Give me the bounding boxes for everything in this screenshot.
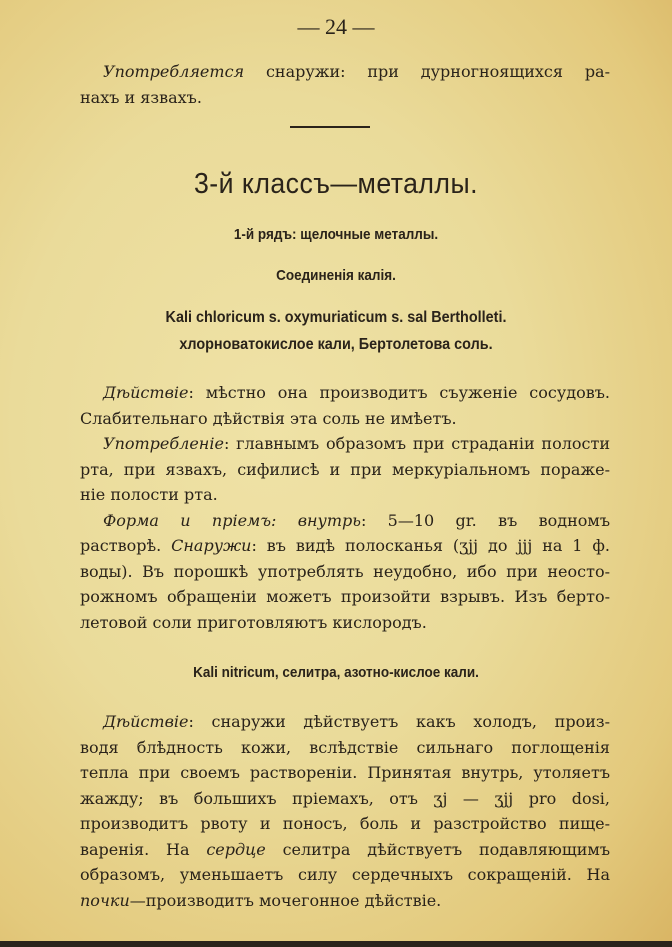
text-segment: селитра дѣйствуетъ подавляющимъ bbox=[265, 839, 610, 859]
text-segment: нахъ и язвахъ. bbox=[80, 87, 202, 107]
text-line bbox=[80, 837, 610, 863]
text-line bbox=[80, 786, 610, 812]
section-divider bbox=[290, 126, 370, 128]
text-segment: : мѣстно она производитъ съуженіе сосудовъ. bbox=[188, 383, 610, 402]
text-segment: рожномъ обращеніи можетъ произойти взрывъ. Изъ берто- bbox=[80, 587, 610, 606]
text-segment: варенія. На bbox=[80, 839, 207, 859]
text-line bbox=[80, 457, 610, 483]
italic-term: почки bbox=[80, 890, 130, 910]
drug2-description bbox=[80, 709, 610, 913]
text-line bbox=[80, 59, 610, 85]
drug2-title: Kali nitricum, селитра, азотно-кислое кали. bbox=[193, 664, 479, 681]
text-line bbox=[80, 811, 610, 837]
text-line bbox=[80, 85, 610, 111]
text-segment: : главнымъ образомъ при страданіи полости bbox=[223, 434, 610, 453]
italic-term: Форма и пріемъ: внутрь bbox=[103, 510, 361, 530]
text-segment: : 5—10 gr. въ водномъ bbox=[360, 510, 611, 530]
text-line bbox=[80, 709, 610, 735]
italic-term: сердце bbox=[206, 839, 266, 859]
drug1-latin-name: Kali chloricum s. oxymuriaticum s. sal Bertholleti. bbox=[165, 309, 507, 326]
text-segment: : въ видѣ полосканья (ʒjj до jjj на 1 ф. bbox=[251, 536, 611, 555]
text-line bbox=[80, 888, 610, 914]
text-line bbox=[80, 482, 610, 508]
text-segment: —производитъ мочегонное дѣйствіе. bbox=[129, 890, 442, 910]
italic-term: Употребляется bbox=[103, 62, 245, 81]
intro-paragraph bbox=[80, 59, 610, 110]
text-line bbox=[80, 735, 610, 761]
text-segment: рта, при язвахъ, сифилисѣ и при меркуріальномъ пораже- bbox=[80, 459, 610, 479]
text-line bbox=[80, 406, 610, 432]
text-segment: тепла при своемъ раствореніи. Принятая внутрь, утоляетъ bbox=[80, 763, 610, 782]
text-line bbox=[80, 610, 610, 636]
text-segment: воды). Въ порошкѣ употреблять неудобно, ибо при неосто- bbox=[80, 561, 610, 581]
page-bottom-edge bbox=[0, 941, 672, 947]
class-title: 3-й классъ—металлы. bbox=[194, 168, 478, 200]
text-segment: жажду; въ большихъ пріемахъ, отъ ʒj — ʒjj pro dosi, bbox=[80, 788, 610, 808]
italic-term: Дѣйствіе bbox=[103, 383, 189, 402]
text-segment: : снаружи дѣйствуетъ какъ холодъ, произ- bbox=[188, 712, 610, 731]
text-line bbox=[80, 533, 610, 559]
text-segment: Слабительнаго дѣйствія эта соль не имѣетъ. bbox=[80, 408, 457, 428]
italic-term: Дѣйствіе bbox=[103, 712, 189, 731]
series-title: 1-й рядъ: щелочные металлы. bbox=[233, 226, 439, 243]
text-line bbox=[80, 380, 610, 406]
text-line bbox=[80, 760, 610, 786]
page-number: — 24 — bbox=[297, 14, 375, 39]
drug1-description bbox=[80, 380, 610, 635]
text-line bbox=[80, 559, 610, 585]
text-line bbox=[80, 431, 610, 457]
italic-term: Употребленіе bbox=[103, 434, 224, 453]
text-segment: снаружи: при дурногноящихся ра- bbox=[244, 62, 610, 81]
text-segment: производитъ рвоту и поносъ, боль и разстройство пище- bbox=[80, 814, 610, 833]
text-segment: водя блѣдность кожи, вслѣдствіе сильнаго поглощенія bbox=[80, 737, 610, 757]
text-segment: образомъ, уменьшаетъ силу сердечныхъ сокращеній. На bbox=[80, 865, 610, 884]
text-segment: летовой соли приготовляютъ кислородъ. bbox=[80, 612, 427, 632]
drug1-russian-name: хлорноватокислое кали, Бертолетова соль. bbox=[179, 336, 493, 353]
text-line bbox=[80, 584, 610, 610]
text-line bbox=[80, 508, 610, 534]
italic-term: Снаружи bbox=[171, 536, 252, 555]
group-title: Соединенія калія. bbox=[276, 267, 396, 284]
text-segment: растворѣ. bbox=[80, 536, 172, 555]
text-segment: ніе полости рта. bbox=[80, 485, 218, 504]
text-line bbox=[80, 862, 610, 888]
